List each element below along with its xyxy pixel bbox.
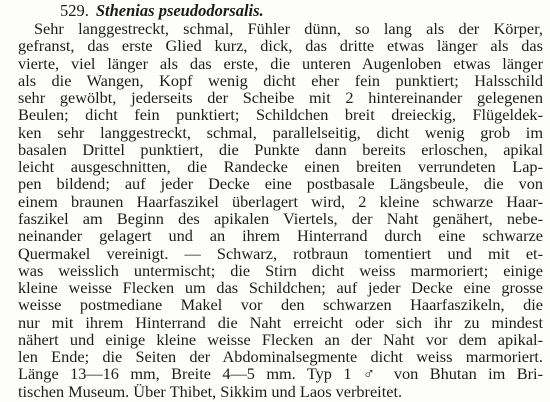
- species-heading: [60, 1, 264, 21]
- text-line: neinander gelagert und an ihrem Hinterrand durch eine schwarze: [18, 226, 543, 246]
- text-line: Quermakel vereinigt. — Schwarz, rotbraun tomentiert und mit et-: [18, 243, 543, 263]
- text-line: sehr gewölbt, jederseits der Scheibe mit 2 hintereinander gelegenen: [18, 88, 543, 108]
- text-line: als die Wangen, Kopf wenig dicht eher fein punktiert; Halsschild: [18, 70, 543, 90]
- species-name: Sthenias pseudodorsalis.: [95, 1, 264, 20]
- text-line: ken sehr langgestreckt, schmal, parallelseitig, dicht wenig grob im: [18, 122, 543, 142]
- entry-number: 529.: [60, 1, 89, 20]
- text-line: einem braunen Haarfaszikel überlagert wird, 2 kleine schwarze Haar-: [18, 191, 543, 211]
- text-line: Beulen; dicht fein punktiert; Schildchen breit dreieckig, Flügeldek-: [18, 105, 543, 125]
- text-line: gefranst, das erste Glied kurz, dick, das dritte etwas länger als das: [18, 36, 543, 56]
- text-line: nur mit ihrem Hinterrand die Naht erreicht oder sich ihr zu mindest: [18, 312, 543, 332]
- text-line: tischen Museum. Über Thibet, Sikkim und Laos verbreitet.: [18, 381, 403, 401]
- text-line: kleine weisse Flecken um das Schildchen; auf jeder Decke eine grosse: [18, 278, 543, 298]
- text-line: pen bildend; auf jeder Decke eine postbasale Längsbeule, die von: [18, 174, 543, 194]
- text-line: was weisslich untermischt; die Stirn dicht weiss marmoriert; einige: [18, 260, 543, 280]
- text-line: leicht ausgeschnitten, die Randecke einen breiten verrundeten Lap-: [18, 157, 543, 177]
- text-line: Sehr langgestreckt, schmal, Fühler dünn, so lang als der Körper,: [34, 19, 543, 38]
- text-line: vierte, viel länger als das erste, die unteren Augenloben etwas länger: [18, 53, 543, 73]
- text-line: faszikel am Beginn des apikalen Viertels, der Naht genähert, nebe-: [18, 209, 543, 228]
- text-line: basalen Drittel punktiert, die Punkte dann bereits erloschen, apikal: [18, 139, 543, 159]
- text-line: Länge 13—16 mm, Breite 4—5 mm. Typ 1 ♂ von Bhutan im Bri-: [18, 364, 543, 384]
- text-line: len Ende; die Seiten der Abdominalsegmente dicht weiss marmoriert.: [18, 347, 543, 367]
- text-line: weisse postmediane Makel vor den schwarzen Haarfaszikeln, die: [18, 295, 543, 315]
- text-line: nähert und einige kleine weisse Flecken an der Naht vor dem apikal-: [18, 329, 543, 349]
